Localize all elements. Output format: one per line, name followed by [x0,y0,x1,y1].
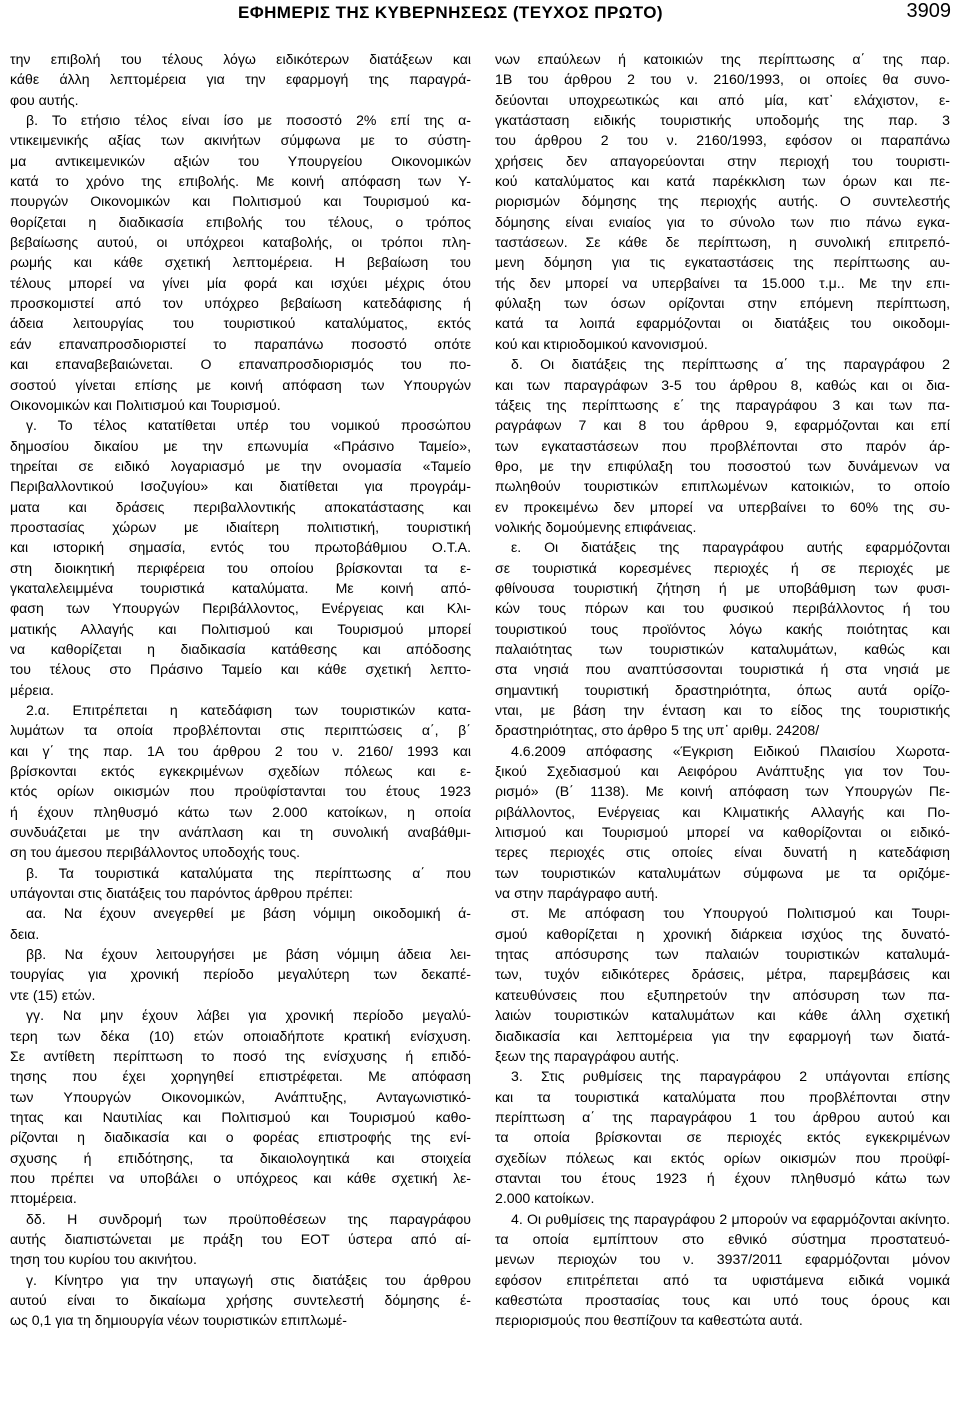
text-line: που πρέπει να υποβάλει ο υπόχρεος και κάθε σχετική λε- [10,1169,471,1186]
text-line: σμού καθορίζεται η χρονική διάρκεια ισχύος της δυνατό- [495,925,950,942]
text-line: μενη δόμηση για τις εγκαταστάσεις της περίπτωσης αυ- [495,254,950,271]
text-line: του τέλους στο Πράσινο Ταμείο και κάθε σχετική λεπτο- [10,661,471,678]
right-text-column [495,49,950,1331]
text-line: ή έχουν πληθυσμό κάτω των 2.000 κατοίκων, η οποία [10,803,471,820]
text-line: δ. Οι διατάξεις της περίπτωσης α΄ της παραγράφου 2 [511,356,950,373]
text-line: και γ΄ της παρ. 1Α του άρθρου 2 του ν. 2160/ 1993 και [10,742,471,759]
text-line: μέρεια. [10,681,54,698]
text-line: μενων περιοχών του ν. 3937/2011 εφαρμόζονται μόνον [495,1251,950,1268]
text-line: πτομέρεια. [10,1190,77,1207]
text-line: παλαιότητας των τουριστικών καταλυμάτων, καθώς και [495,640,950,657]
text-line: τηρείται σε ειδικό λογαριασμό με την ονομασία «Ταμείο [10,457,471,474]
text-line: λαιών τουριστικών καταλυμάτων και κάθε άλλη σχετική [495,1007,950,1024]
text-line: πουργών Οικονομικών και Πολιτισμού και Τουρισμού κα- [10,193,471,210]
text-line: κάθε άλλη λεπτομέρεια για την εφαρμογή της παραγρά- [10,71,471,88]
text-line: φθίνουσα τουριστική ζήτηση ή με υποβάθμιση των φυσι- [495,579,950,596]
text-line: και τα τουριστικά καταλύματα που προβλέπονται στην [495,1088,950,1105]
text-line: νων επαύλεων ή κατοικιών της περίπτωσης α΄ της παρ. [495,51,950,67]
text-line: κτός ορίων οικισμών που προϋφίστανται του έτους 1923 [10,783,471,800]
text-line: ρισμό» (Β΄ 1138). Με κοινή απόφαση των Υπουργών Πε- [495,783,950,800]
text-line: τής δεν μπορεί να υπερβαίνει τα 15.000 τ.μ.. Με την επι- [495,274,950,291]
text-line: ματικής Αλλαγής και Πολιτισμού και Τουρισμού μπορεί [10,620,471,637]
text-line: τερες περιοχές στις οποίες είναι δυνατή η κατεδάφιση [495,844,950,861]
text-line: 1Β του άρθρου 2 του ν. 2160/1993, οι οποίες θα συνο- [495,71,950,88]
text-line: πωληθούν τουριστικών επιπλωμένων κατοικιών, το οποίο [495,478,950,495]
text-line: τησης που έχει χορηγηθεί επιστρέφεται. Με απόφαση [10,1068,471,1085]
text-line: φαση των Υπουργών Περιβάλλοντος, Ενέργειας και Κλι- [10,600,471,617]
text-line: σε τουριστικά κορεσμένες περιοχές ή σε περιοχές με [495,559,950,576]
text-line: μα αντικειμενικών αξιών του Υπουργείου Οικονομικών [10,152,471,169]
text-line: σοστού γίνεται επίσης με κοινή απόφαση των Υπουργών [10,376,471,393]
text-line: ντικειμενικής αξίας των ακινήτων σύμφωνα με το σύστη- [10,132,471,149]
text-line: υπάγονται στις διατάξεις του παρόντος άρθρου πρέπει: [10,885,353,902]
text-line: τα οποία εμπίπτουν στο εθνικό σύστημα προστατευό- [495,1230,950,1247]
text-line: Οικονομικών και Πολιτισμού και Τουρισμού. [10,396,281,413]
text-line: σημαντική τουριστική δραστηριότητα, όπως αυτά ορίζο- [495,681,950,698]
text-line: ριορισμών δόμησης της περιοχής αυτής. Ο συντελεστής [495,193,950,210]
left-text-column [10,49,471,1331]
text-line: στη διοικητική περιφέρεια του οποίου βρίσκονται τα ε- [10,559,471,576]
text-line: διαδικασία και λεπτομέρεια για την εφαρμογή των διατά- [495,1027,950,1044]
text-line: ξεων της παραγράφου αυτής. [495,1047,680,1064]
text-line: 3. Στις ρυθμίσεις της παραγράφου 2 υπάγονται επίσης [511,1068,950,1085]
text-line: κού καταλύματος και κατά παρέκκλιση των όρων και πε- [495,173,950,190]
text-line: στ. Με απόφαση του Υπουργού Πολιτισμού και Τουρι- [511,905,950,922]
text-line: 2.α. Επιτρέπεται η κατεδάφιση των τουριστικών κατα- [26,702,471,718]
text-line: των τουριστικών καταλυμάτων σύμφωνα με τα οριζόμε- [495,864,950,881]
text-line: και επαναβεβαιώνεται. Ο επαναπροσδιορισμός του πο- [10,356,471,373]
text-line: σχυσης ή επιδότησης, τα δικαιολογητικά και στοιχεία [10,1149,471,1166]
text-line: λυμάτων τα οποία προβλέπονται στις περιπτώσεις α΄, β΄ [10,722,471,739]
text-line: 2.000 κατοίκων. [495,1190,595,1207]
text-line: των Υπουργών Οικονομικών, Ανάπτυξης, Ανταγωνιστικό- [10,1088,471,1105]
text-line: ταστάσεων. Σε κάθε δε περίπτωση, η συνολική επιτρεπό- [495,234,950,251]
text-line: τουργίας για χρονική περίοδο μεγαλύτερη των δεκαπέ- [10,966,471,983]
text-line: στα νησιά που αναπτύσσονται τουριστικά ή στα νησιά με [495,661,950,678]
text-line: γ. Το τέλος κατατίθεται υπέρ του νομικού προσώπου [26,417,471,434]
text-line: προσκομιστεί από τον υπόχρεο βεβαίωση κατεδάφισης ή [10,295,471,312]
text-line: κατά τα λοιπά εφαρμόζονται οι διατάξεις του οικοδομι- [495,315,950,332]
text-line: φύλαξη των όσων ορίζονται στην επόμενη περίπτωση, [495,295,950,312]
text-line: αυτής διαπιστώνεται με πράξη του ΕΟΤ ύστερα από αί- [10,1230,471,1247]
gazette-title: ΕΦΗΜΕΡΙΣ ΤΗΣ ΚΥΒΕΡΝΗΣΕΩΣ (ΤΕΥΧΟΣ ΠΡΩΤΟ) [238,3,663,22]
text-line: κού και κτιριοδομικού κανονισμού. [495,335,708,352]
text-line: εάν επαναπροσδιοριστεί το παραπάνω ποσοστό οπότε [10,335,471,352]
text-line: αα. Να έχουν ανεγερθεί με βάση νόμιμη οικοδομική ά- [26,905,471,922]
page-header [0,0,960,34]
text-line: λιτισμού και Τουρισμού μπορεί να καθορίζονται οι ειδικό- [495,824,950,841]
text-line: γγ. Να μην έχουν λάβει για χρονική περίοδο μεγαλύ- [26,1007,471,1024]
text-line: σχεδίων πόλεως και εκτός ορίων οικισμών που προϋφί- [495,1149,950,1166]
text-line: κατευθύνσεις που εξυπηρετούν την απόσυρση των πα- [495,986,950,1003]
text-line: ρωμής και κάθε σχετική λεπτομέρεια. Η βεβαίωση του [10,254,471,271]
text-line: περιορισμούς που θεσπίζουν τα καθεστώτα αυτά. [495,1312,803,1329]
text-line: ως 0,1 για τη δημιουργία νέων τουριστικών επιπλωμέ- [10,1312,347,1329]
text-line: βρίσκονται εκτός εγκεκριμένων σχεδίων πόλεως και ε- [10,763,471,780]
text-line: νολικής δομούμενης επιφάνειας. [495,518,697,535]
text-line: και ιστορική σημασία, εντός του πρωτοβάθμιου Ο.Τ.Α. [10,539,471,556]
text-line: 4. Οι ρυθμίσεις της παραγράφου 2 μπορούν να εφαρμόζονται ακίνητο. [511,1210,950,1227]
text-line: ριβάλλοντος, Ενέργειας και Κλιματικής Αλλαγής και Πο- [495,803,950,820]
text-line: ε. Οι διατάξεις της παραγράφου αυτής εφαρμόζονται [511,539,950,556]
text-line: Σε αντίθετη περίπτωση το ποσό της ενίσχυσης ή επιδό- [10,1047,471,1064]
text-line: θορίζεται η διαδικασία επιβολής του τέλους, ο τρόπος [10,213,471,230]
text-line: τουριστικού τους προϊόντος λόγω κακής ποιότητας και [495,620,950,637]
text-line: γκατάσταση ειδικής τουριστικής υποδομής της παρ. 3 [495,112,950,129]
text-line: νται, με βάση την ένταση και το είδος της τουριστικής [495,702,950,718]
text-line: εφόσον επιτρέπεται από τα υφιστάμενα ειδικά νομικά [495,1271,950,1288]
text-line: εν προκειμένω δεν μπορεί να υπερβαίνει το 60% της συ- [495,498,950,515]
text-line: τηση του κυρίου του ακινήτου. [10,1251,197,1268]
text-line: ντε (15) ετών. [10,986,96,1003]
text-line: θρο, με την επιφύλαξη του ποσοστού των δυνάμενων να [495,457,950,474]
text-line: τάξεις της περίπτωσης ε΄ της παραγράφου 3 και των πα- [495,396,950,413]
text-line: περίπτωση α΄ της παραγράφου 1 του άρθρου αυτού και [495,1108,950,1125]
text-line: άδεια λειτουργίας του τουριστικού καταλύματος, εκτός [10,315,471,332]
text-line: δεια. [10,925,40,942]
text-line: γ. Κίνητρο για την υπαγωγή στις διατάξεις του άρθρου [26,1271,471,1288]
text-line: γκαταλελειμμένα τουριστικά καταλύματα. Με κοινή από- [10,579,471,596]
text-line: ματα και δράσεις περιβαλλοντικής αποκατάστασης και [10,498,471,515]
text-line: ξικού Σχεδιασμού και Αειφόρου Ανάπτυξης για τον Του- [495,763,950,780]
text-line: τερη των δέκα (10) ετών οποιαδήποτε κρατική ενίσχυση. [10,1027,471,1044]
text-line: φου αυτής. [10,91,79,108]
text-line: β. Το ετήσιο τέλος είναι ίσο με ποσοστό 2% επί της α- [26,112,471,129]
text-line: τητας και Ναυτιλίας και Πολιτισμού και Τουρισμού καθο- [10,1108,471,1125]
text-line: δεύονται υποχρεωτικώς και από μία, κατ᾽ ελάχιστον, ε- [495,91,950,108]
text-line: ραγράφων 7 και 8 του άρθρου 9, εφαρμόζονται και επί [495,417,950,434]
text-line: ση του άμεσου περιβάλλοντος υποδοχής τους. [10,844,301,861]
text-line: χρήσεις δεν απαγορεύονται στην περιοχή του τουριστι- [495,152,950,169]
text-line: τα οποία βρίσκονται σε περιοχές εκτός εγκεκριμένων [495,1129,950,1146]
text-line: του άρθρου 2 του ν. 2160/1993, εφόσον οι παραπάνω [495,132,950,149]
text-line: αυτού είναι το δικαίωμα χρήσης συντελεστή δόμησης έ- [10,1291,471,1308]
text-line: κών τους πόρων και του φυσικού περιβάλλοντος ή του [495,600,950,617]
page-number: 3909 [906,0,951,22]
text-line: βεβαίωσης αυτού, οι υπόχρεοι καταβολής, οι τρόποι πλη- [10,234,471,251]
text-line: την επιβολή του τέλους λόγω ειδικότερων διατάξεων και [10,51,471,67]
text-line: να στην παράγραφο αυτή. [495,885,659,902]
text-line: δδ. Η συνδρομή των προϋποθέσεων της παραγράφου [26,1210,471,1227]
text-line: Περιβαλλοντικού Ισοζυγίου» και διατίθεται για προγράμ- [10,478,471,495]
text-line: τέλους μπορεί να γίνει μία φορά και ισχύει μέχρις ότου [10,274,471,291]
text-line: προστασίας χώρων με ιδιαίτερη πολιτιστική, τουριστική [10,518,471,535]
text-line: και των παραγράφων 3-5 του άρθρου 8, καθώς και οι δια- [495,376,950,393]
text-line: β. Τα τουριστικά καταλύματα της περίπτωσης α΄ που [26,864,471,881]
text-line: δόμησης είναι ενιαίος για το σύνολο των πιο πάνω εγκα- [495,213,950,230]
text-line: συνδυάζεται με την ανάπλαση και τη συνολική αναβάθμι- [10,824,471,841]
text-line: καθεστώτα προστασίας τους και υπό τους όρους και [495,1291,950,1308]
text-line: να καθορίζεται η διαδικασία κατάθεσης και απόδοσης [10,640,471,657]
text-line: των εγκαταστάσεων που προβλέπονται στο παρόν άρ- [495,437,950,454]
text-line: 4.6.2009 απόφασης «Έγκριση Ειδικού Πλαισίου Χωροτα- [511,742,950,759]
text-line: στανται του έτους 1923 ή έχουν πληθυσμό κάτω των [495,1169,950,1186]
text-line: των, τυχόν ειδικότερες δράσεις, μέτρα, παρεμβάσεις και [495,966,950,983]
text-line: ρίζονται η διαδικασία και ο φορέας επιστροφής της ενί- [10,1129,471,1146]
text-line: κατά το χρόνο της επιβολής. Με κοινή απόφαση των Υ- [10,173,471,190]
text-line: δραστηριότητας, στο άρθρο 5 της υπ᾽ αριθμ. 24208/ [495,722,820,739]
text-line: ββ. Να έχουν λειτουργήσει με βάση νόμιμη άδεια λει- [26,946,471,963]
text-line: δημοσίου δικαίου με την επωνυμία «Πράσινο Ταμείο», [10,437,471,454]
text-line: τητας απόσυρσης των παλαιών τουριστικών καταλυμά- [495,946,950,963]
